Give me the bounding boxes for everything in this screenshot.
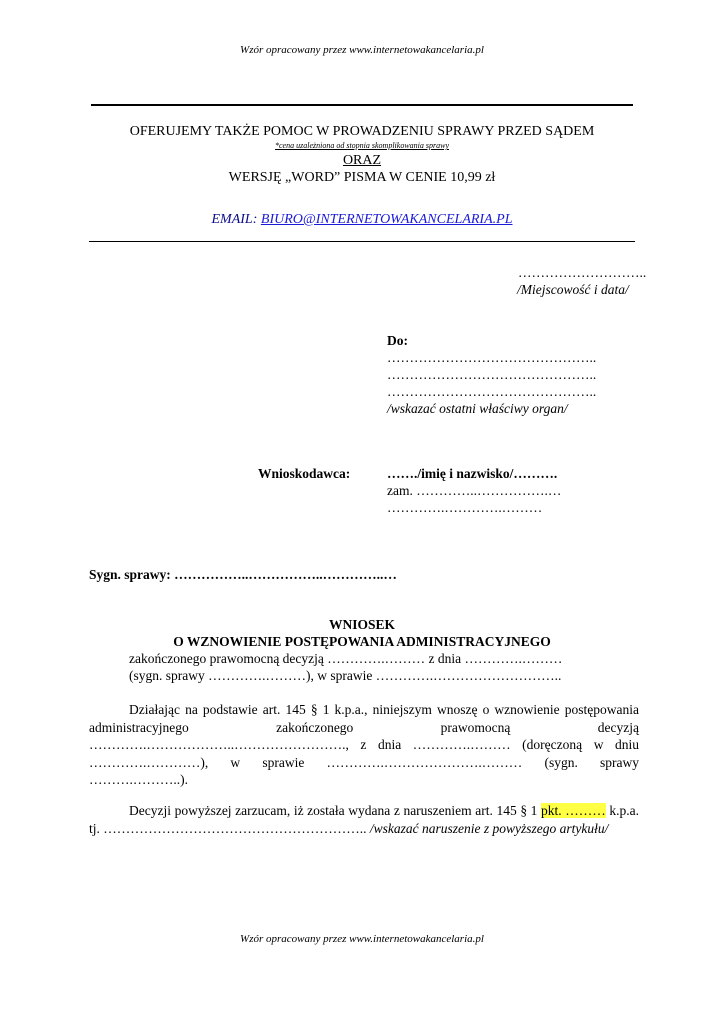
email-link[interactable]: BIURO@INTERNETOWAKANCELARIA.PL <box>260 212 513 227</box>
title-line-1: WNIOSEK <box>328 617 396 632</box>
to-line-2: ……………………………………….. <box>387 367 597 382</box>
page-header: Wzór opracowany przez www.internetowakancelaria.pl <box>240 44 484 56</box>
to-line-1: ……………………………………….. <box>387 350 597 365</box>
ad-line-3: WERSJĘ „WORD” PISMA W CENIE 10,99 zł <box>228 170 496 185</box>
ad-note: *cena uzależniona od stopnia skomplikowania sprawy <box>275 141 449 150</box>
email-label: EMAIL: <box>211 212 261 227</box>
paragraph-1: Działając na podstawie art. 145 § 1 k.p.a., niniejszym wnoszę o wznowienie postępowania administracyjnego zakończonego prawomocną decyzją ………….………………..……………………., z dnia ………….……… (doręczoną w dniu ………….…………), w sprawie ………….………………….……… (sygn. sprawy ……….………..). <box>89 702 639 787</box>
ad-line-2: ORAZ <box>342 153 382 168</box>
ad-email-line <box>0 212 724 228</box>
paragraph-2-after: k.p.a. tj. ………………………………………………….. <box>89 803 639 836</box>
applicant-name: ……./imię i nazwisko/………. <box>387 466 558 481</box>
subtitle-line-1: zakończonego prawomocną decyzją ………….……… z dnia ………….……… <box>129 651 563 666</box>
paragraph-2-highlight: pkt. ……… <box>541 803 606 818</box>
bottom-rule <box>89 241 635 242</box>
applicant-address-1: zam. …………..…………….… <box>387 483 562 498</box>
subtitle-line-2: (sygn. sprawy ………….………), w sprawie ………….……………………….. <box>129 668 562 683</box>
case-number: Sygn. sprawy: ……………..……………..…………..… <box>89 567 397 582</box>
applicant-label: Wnioskodawca: <box>258 466 351 481</box>
paragraph-2-hint: /wskazać naruszenie z powyższego artykułu/ <box>369 820 609 836</box>
top-rule <box>91 104 633 106</box>
page-footer: Wzór opracowany przez www.internetowakancelaria.pl <box>240 933 484 945</box>
ad-line-1: OFERUJEMY TAKŻE POMOC W PROWADZENIU SPRAWY PRZED SĄDEM <box>129 124 595 139</box>
to-label: Do: <box>387 333 408 348</box>
paragraph-2-before: Decyzji powyższej zarzucam, iż została wydana z naruszeniem art. 145 § 1 <box>129 803 542 818</box>
place-date-dots: ……………………….. <box>518 265 647 280</box>
title-line-2: O WZNOWIENIE POSTĘPOWANIA ADMINISTRACYJNEGO <box>173 634 551 649</box>
to-line-3: ……………………………………….. <box>387 384 597 399</box>
applicant-address-2: ………….………….……… <box>387 500 543 515</box>
place-date-label: /Miejscowość i data/ <box>517 282 629 297</box>
paragraph-2 <box>89 802 639 837</box>
to-hint: /wskazać ostatni właściwy organ/ <box>387 401 568 416</box>
